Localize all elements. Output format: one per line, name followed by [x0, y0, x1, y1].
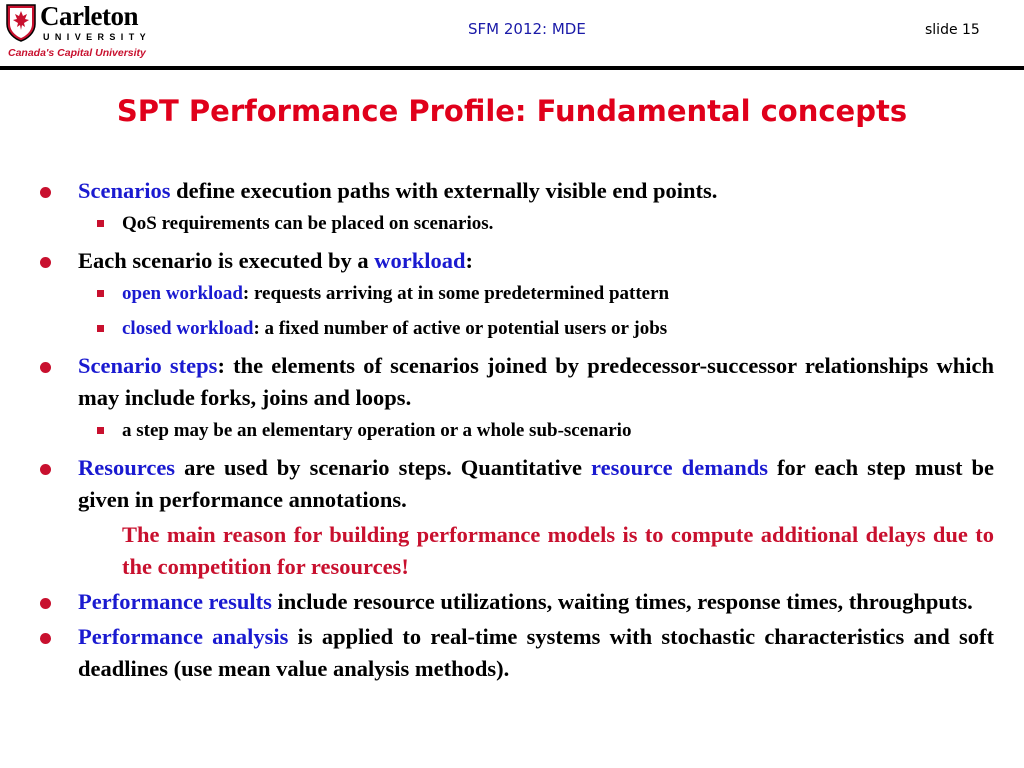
sub-bullet-open-workload [0, 280, 1024, 308]
university-logo [6, 1, 156, 64]
bullet-workload [0, 245, 1024, 277]
bullet-dot-icon [40, 362, 51, 373]
bullet-scenarios [0, 175, 1024, 207]
red-shield-icon [6, 4, 36, 42]
bullet-resources [0, 452, 1024, 516]
sub-bullet-step [0, 417, 1024, 445]
sub-bullet-text: : a fixed number of active or potential users or jobs [253, 318, 668, 339]
bullet-square-icon [97, 220, 104, 227]
bullet-scenario-steps [0, 350, 1024, 414]
bullet-dot-icon [40, 633, 51, 644]
bullet-text: are used by scenario steps. Quantitative [175, 455, 592, 480]
bullet-square-icon [97, 427, 104, 434]
term-workload: workload [374, 248, 466, 273]
bullet-text: : [465, 248, 473, 273]
sub-bullet-text: : requests arriving at in some predetermined pattern [242, 283, 670, 304]
bullet-dot-icon [40, 598, 51, 609]
bullet-text: include resource utilizations, waiting times, response times, throughputs. [271, 589, 973, 614]
slide-content [0, 175, 1024, 688]
term-resource-demands: resource demands [591, 455, 768, 480]
term-scenario-steps: Scenario steps [78, 353, 218, 378]
logo-tagline: Canada's Capital University [8, 47, 146, 59]
bullet-pre-text: Each scenario is executed by a [78, 248, 375, 273]
bullet-performance-analysis [0, 621, 1024, 685]
bullet-dot-icon [40, 464, 51, 475]
highlight-note: The main reason for building performance models is to compute additional delays due to the competition for resources! [122, 522, 994, 579]
logo-name: Carleton [40, 1, 138, 31]
bullet-text-continued: for each step must be given in performance annotations. [78, 455, 994, 512]
bullet-performance-results [0, 586, 1024, 618]
bullet-text: : the elements of scenarios joined by predecessor-successor relationships which may include forks, joins and loops. [78, 353, 994, 410]
bullet-square-icon [97, 325, 104, 332]
header-divider [0, 66, 1024, 70]
term-resources: Resources [78, 455, 176, 480]
slide-number: slide 15 [925, 22, 980, 38]
sub-bullet-text: QoS requirements can be placed on scenarios. [122, 213, 494, 234]
logo-university: UNIVERSITY [43, 32, 152, 42]
term-performance-results: Performance results [78, 589, 272, 614]
bullet-text: define execution paths with externally visible end points. [170, 178, 718, 203]
term-performance-analysis: Performance analysis [78, 624, 289, 649]
term-closed-workload: closed workload [122, 318, 254, 339]
page-title: SPT Performance Profile: Fundamental concepts [116, 94, 908, 128]
term-scenarios: Scenarios [78, 178, 171, 203]
bullet-text: is applied to real-time systems with stochastic characteristics and soft deadlines (use mean value analysis methods). [78, 624, 994, 681]
bullet-square-icon [97, 290, 104, 297]
sub-bullet-text: a step may be an elementary operation or a whole sub-scenario [122, 420, 632, 441]
term-open-workload: open workload [122, 283, 243, 304]
bullet-dot-icon [40, 187, 51, 198]
sub-bullet-closed-workload [0, 315, 1024, 343]
bullet-dot-icon [40, 257, 51, 268]
course-label: SFM 2012: MDE [468, 20, 586, 38]
sub-bullet-qos [0, 210, 1024, 238]
